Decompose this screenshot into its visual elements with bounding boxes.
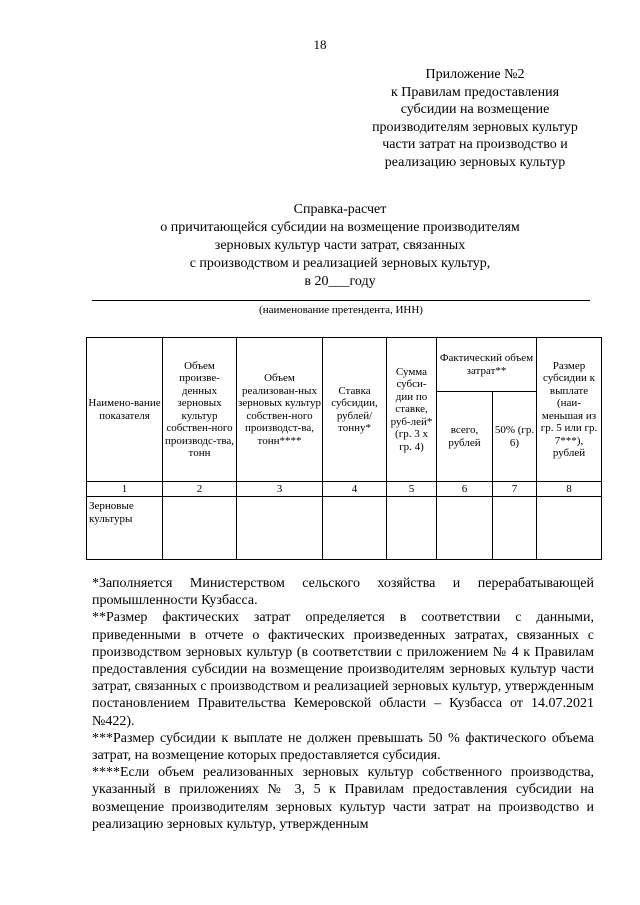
footnote: *Заполняется Министерством сельского хозяйства и перерабатывающей промышленности Кузбасса. — [92, 576, 594, 609]
document-title — [90, 201, 590, 291]
appendix-line: части затрат на производство и — [382, 137, 568, 152]
table-cell — [437, 497, 493, 560]
header-subsidy-payable: Размер субсидии к выплате (наи-меньшая из гр. 5 или гр. 7***), рублей — [537, 338, 602, 482]
column-number: 8 — [537, 482, 602, 497]
table-cell — [387, 497, 437, 560]
column-number: 6 — [437, 482, 493, 497]
calculation-table — [86, 337, 602, 560]
table-cell — [237, 497, 323, 560]
footnote: ***Размер субсидии к выплате не должен превышать 50 % фактического объема затрат, на возмещение которых предоставляется субсидия. — [92, 730, 594, 764]
header-subsidy-amount: Сумма субси-дии по ставке, руб-лей* (гр. 3 х гр. 4) — [387, 338, 437, 482]
title-line: зерновых культур части затрат, связанных — [214, 238, 466, 253]
appendix-line: производителям зерновых культур — [372, 119, 578, 135]
header-actual-costs: Фактический объем затрат** — [437, 338, 537, 392]
header-costs-total: всего, рублей — [437, 392, 493, 482]
header-rate: Ставка субсидии, рублей/ тонну* — [323, 338, 387, 482]
title-line: с производством и реализацией зерновых культур, — [189, 256, 491, 271]
appendix-line: реализацию зерновых культур — [384, 154, 566, 170]
table-cell — [323, 497, 387, 560]
appendix-line: Приложение №2 — [425, 67, 525, 82]
footnote: **Размер фактических затрат определяется в соответствии с данными, приведенными в отчете о фактических произведенных затратах, связанных с производством зерновых культур (в соответствии с приложением № 4 к Правилам предоставления субсидии на возмещение производителям зерновых культур части затрат, связанных с производством и реализацией зерновых культур, утвержденным постановлением Правительства Кемеровской области – Кузбасса от 14.07.2021 №422). — [92, 610, 594, 729]
appendix-line: субсидии на возмещение — [400, 102, 550, 117]
footnotes — [92, 575, 594, 833]
header-indicator: Наимено-вание показателя — [87, 338, 163, 482]
column-number: 7 — [493, 482, 537, 497]
table-cell — [163, 497, 237, 560]
table-row — [87, 497, 602, 560]
column-number: 5 — [387, 482, 437, 497]
table-cell — [493, 497, 537, 560]
header-sold-volume: Объем реализован-ных зерновых культур собствен-ного производст-ва, тонн**** — [237, 338, 323, 482]
page-number: 18 — [313, 37, 327, 52]
row-label: Зерновые культуры — [87, 497, 163, 560]
title-line: о причитающейся субсидии на возмещение производителям — [160, 220, 520, 235]
column-number: 1 — [87, 482, 163, 497]
applicant-caption: (наименование претендента, ИНН) — [259, 304, 423, 316]
appendix-heading — [350, 66, 600, 171]
title-line: в 20___году — [304, 274, 376, 289]
header-costs-50: 50% (гр. 6) — [493, 392, 537, 482]
applicant-name-line — [92, 300, 590, 301]
footnote: ****Если объем реализованных зерновых культур собственного производства, указанный в приложениях № 3, 5 к Правилам предоставления субсидии на возмещение производителям зерновых культур части затрат на производство и реализацию зерновых культур, утвержденным — [92, 765, 594, 832]
table-cell — [537, 497, 602, 560]
column-number: 4 — [323, 482, 387, 497]
title-line: Справка-расчет — [293, 202, 387, 217]
header-produced-volume: Объем произве-денных зерновых культур собствен-ного производс-тва, тонн — [163, 338, 237, 482]
appendix-line: к Правилам предоставления — [390, 84, 560, 100]
column-number: 3 — [237, 482, 323, 497]
column-number: 2 — [163, 482, 237, 497]
